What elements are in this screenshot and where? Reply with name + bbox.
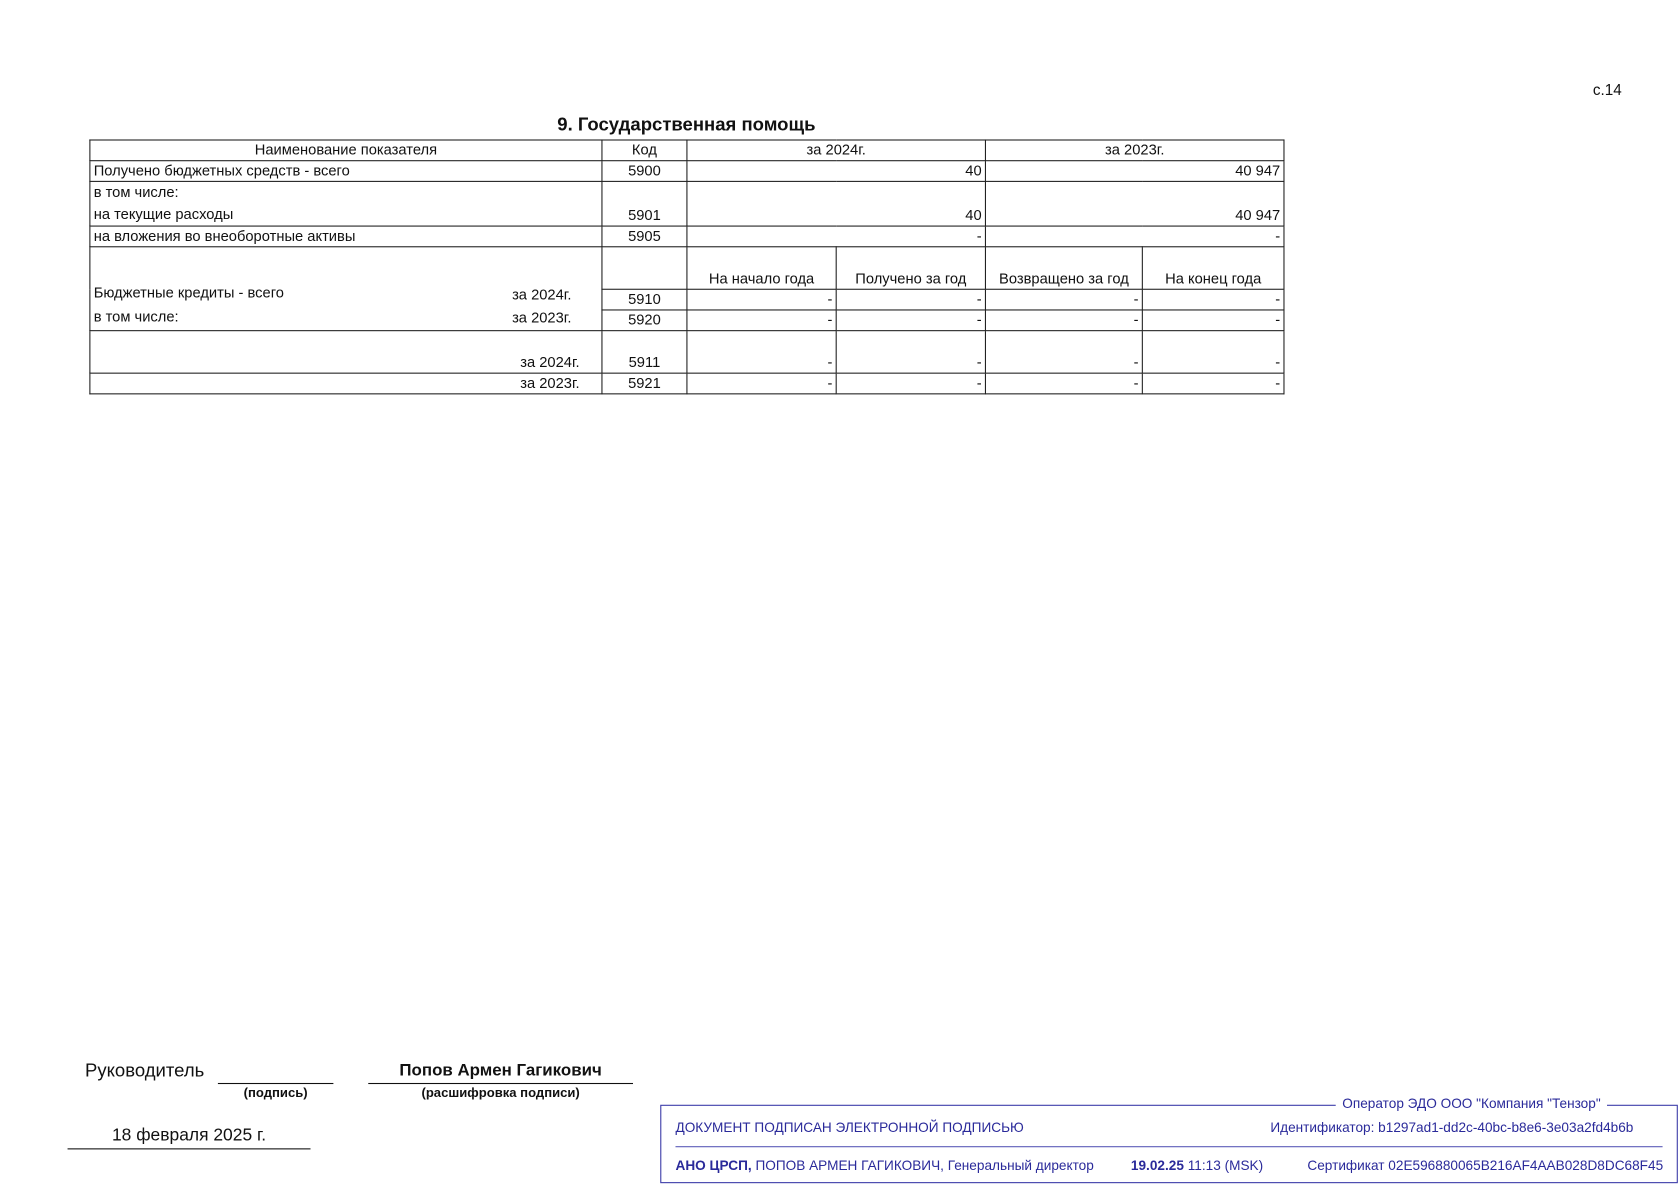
row-value-2024: 40 [687,161,986,182]
credit-end: - [1142,310,1284,331]
row-label-top: в том числе: [93,184,179,201]
row-value-2024: - [687,226,986,247]
credit-end: - [1142,331,1284,373]
signature-date: 18 февраля 2025 г. [111,1126,267,1146]
edo-operator: Оператор ЭДО ООО "Компания "Тензор" [1336,1096,1607,1111]
signature-caption: (подпись) [243,1085,308,1101]
row-value-2023: 40 947 [985,181,1284,226]
credit-start: - [687,310,836,331]
date-line [68,1148,311,1149]
edo-signed-text: ДОКУМЕНТ ПОДПИСАН ЭЛЕКТРОННОЙ ПОДПИСЬЮ [675,1120,1024,1136]
credits-sub-label: в том числе: [93,308,179,325]
credits-header-received: Получено за год [836,247,985,289]
table-header-row [90,140,1284,161]
credit-start: - [687,373,836,394]
row-value-2023: - [985,226,1284,247]
credit-returned: - [985,331,1142,373]
credit-period: за 2023г. [90,373,602,394]
credit-period: за 2023г. [512,309,572,326]
credit-code: 5910 [602,289,687,310]
credit-period: за 2024г. [90,331,602,373]
credit-received: - [836,331,985,373]
edo-date: 19.02.25 [1130,1158,1184,1174]
credit-start: - [687,331,836,373]
row-value-2024: 40 [687,181,986,226]
credit-period: за 2024г. [512,286,572,303]
state-aid-table [89,139,1284,394]
row-label-main: на текущие расходы [93,205,234,223]
name-line [368,1083,633,1084]
credits-header-start: На начало года [687,247,836,289]
row-label: Получено бюджетных средств - всего [90,161,602,182]
credit-received: - [836,289,985,310]
credit-code: 5920 [602,310,687,331]
signature-line [218,1083,333,1084]
header-name: Наименование показателя [90,140,602,161]
row-code: 5900 [602,161,687,182]
credit-start: - [687,289,836,310]
credits-code-header [602,247,687,289]
row-label: на вложения во внеоборотные активы [90,226,602,247]
header-year-2024: за 2024г. [687,140,986,161]
table-row [90,181,1284,226]
table-row [90,161,1284,182]
credits-label: Бюджетные кредиты - всего [93,284,284,301]
credits-header-end: На конец года [1142,247,1284,289]
credit-returned: - [985,373,1142,394]
row-value-2023: 40 947 [985,161,1284,182]
credit-code: 5921 [602,373,687,394]
credit-code: 5911 [602,331,687,373]
edo-divider [675,1146,1662,1147]
credit-returned: - [985,310,1142,331]
edo-certificate: Сертификат 02E596880065B216AF4AAB028D8DC68F45 [1307,1158,1664,1174]
edo-signer: ПОПОВ АРМЕН ГАГИКОВИЧ, Генеральный директор [755,1158,1094,1174]
row-code: 5905 [602,226,687,247]
header-year-2023: за 2023г. [985,140,1284,161]
name-caption: (расшифровка подписи) [421,1085,580,1101]
signer-role: Руководитель [84,1060,205,1081]
section-title: 9. Государственная помощь [557,114,816,136]
edo-datetime [1131,1158,1263,1173]
credit-row [90,373,1284,394]
row-code: 5901 [602,181,687,226]
credit-end: - [1142,373,1284,394]
table-row [90,226,1284,247]
edo-org: АНО ЦРСП, [675,1158,752,1174]
credit-row [90,331,1284,373]
credit-end: - [1142,289,1284,310]
credit-received: - [836,310,985,331]
credits-header-returned: Возвращено за год [985,247,1142,289]
edo-identifier: Идентификатор: b1297ad1-dd2c-40bc-b8e6-3e03a2fd4b6b [1270,1120,1634,1136]
signer-name: Попов Армен Гагикович [399,1061,602,1080]
row-label [90,181,602,226]
credit-received: - [836,373,985,394]
header-code: Код [602,140,687,161]
credits-header-row [90,247,1284,289]
edo-signer-line [675,1158,1093,1173]
page-number: с.14 [1592,80,1622,99]
credit-returned: - [985,289,1142,310]
edo-time: 11:13 (MSK) [1187,1158,1264,1174]
